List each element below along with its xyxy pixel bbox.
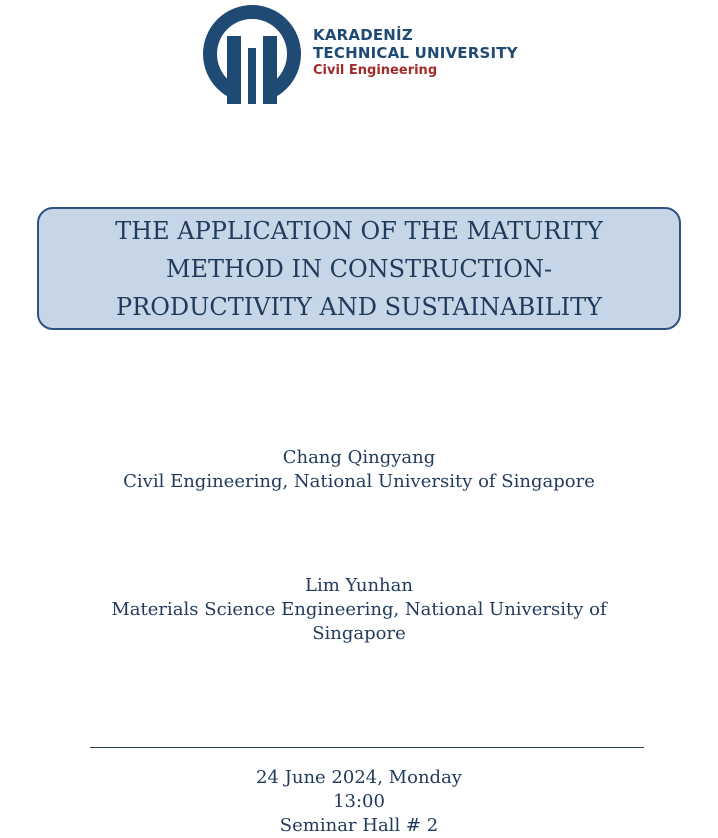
author-block [60,446,658,494]
author-name: Lim Yunhan [305,575,413,596]
divider [90,747,644,748]
event-venue: Seminar Hall # 2 [279,815,439,836]
ktu-logo-icon [202,4,302,104]
event-time: 13:00 [333,791,385,812]
seminar-title: THE APPLICATION OF THE MATURITY METHOD IN CONSTRUCTION-PRODUCTIVITY AND SUSTAINABILITY [115,216,603,321]
author-affiliation: Materials Science Engineering, National University of Singapore [111,599,607,644]
event-info [60,766,658,838]
author-block [60,574,658,646]
title-box [37,207,681,330]
university-name-line1: KARADENİZ [313,26,413,44]
university-name-line2: TECHNICAL UNIVERSITY [313,44,518,62]
event-date: 24 June 2024, Monday [256,767,462,788]
author-name: Chang Qingyang [282,447,436,468]
department-name: Civil Engineering [313,63,438,78]
university-name-block [313,26,518,79]
author-affiliation: Civil Engineering, National University of Singapore [123,471,595,492]
